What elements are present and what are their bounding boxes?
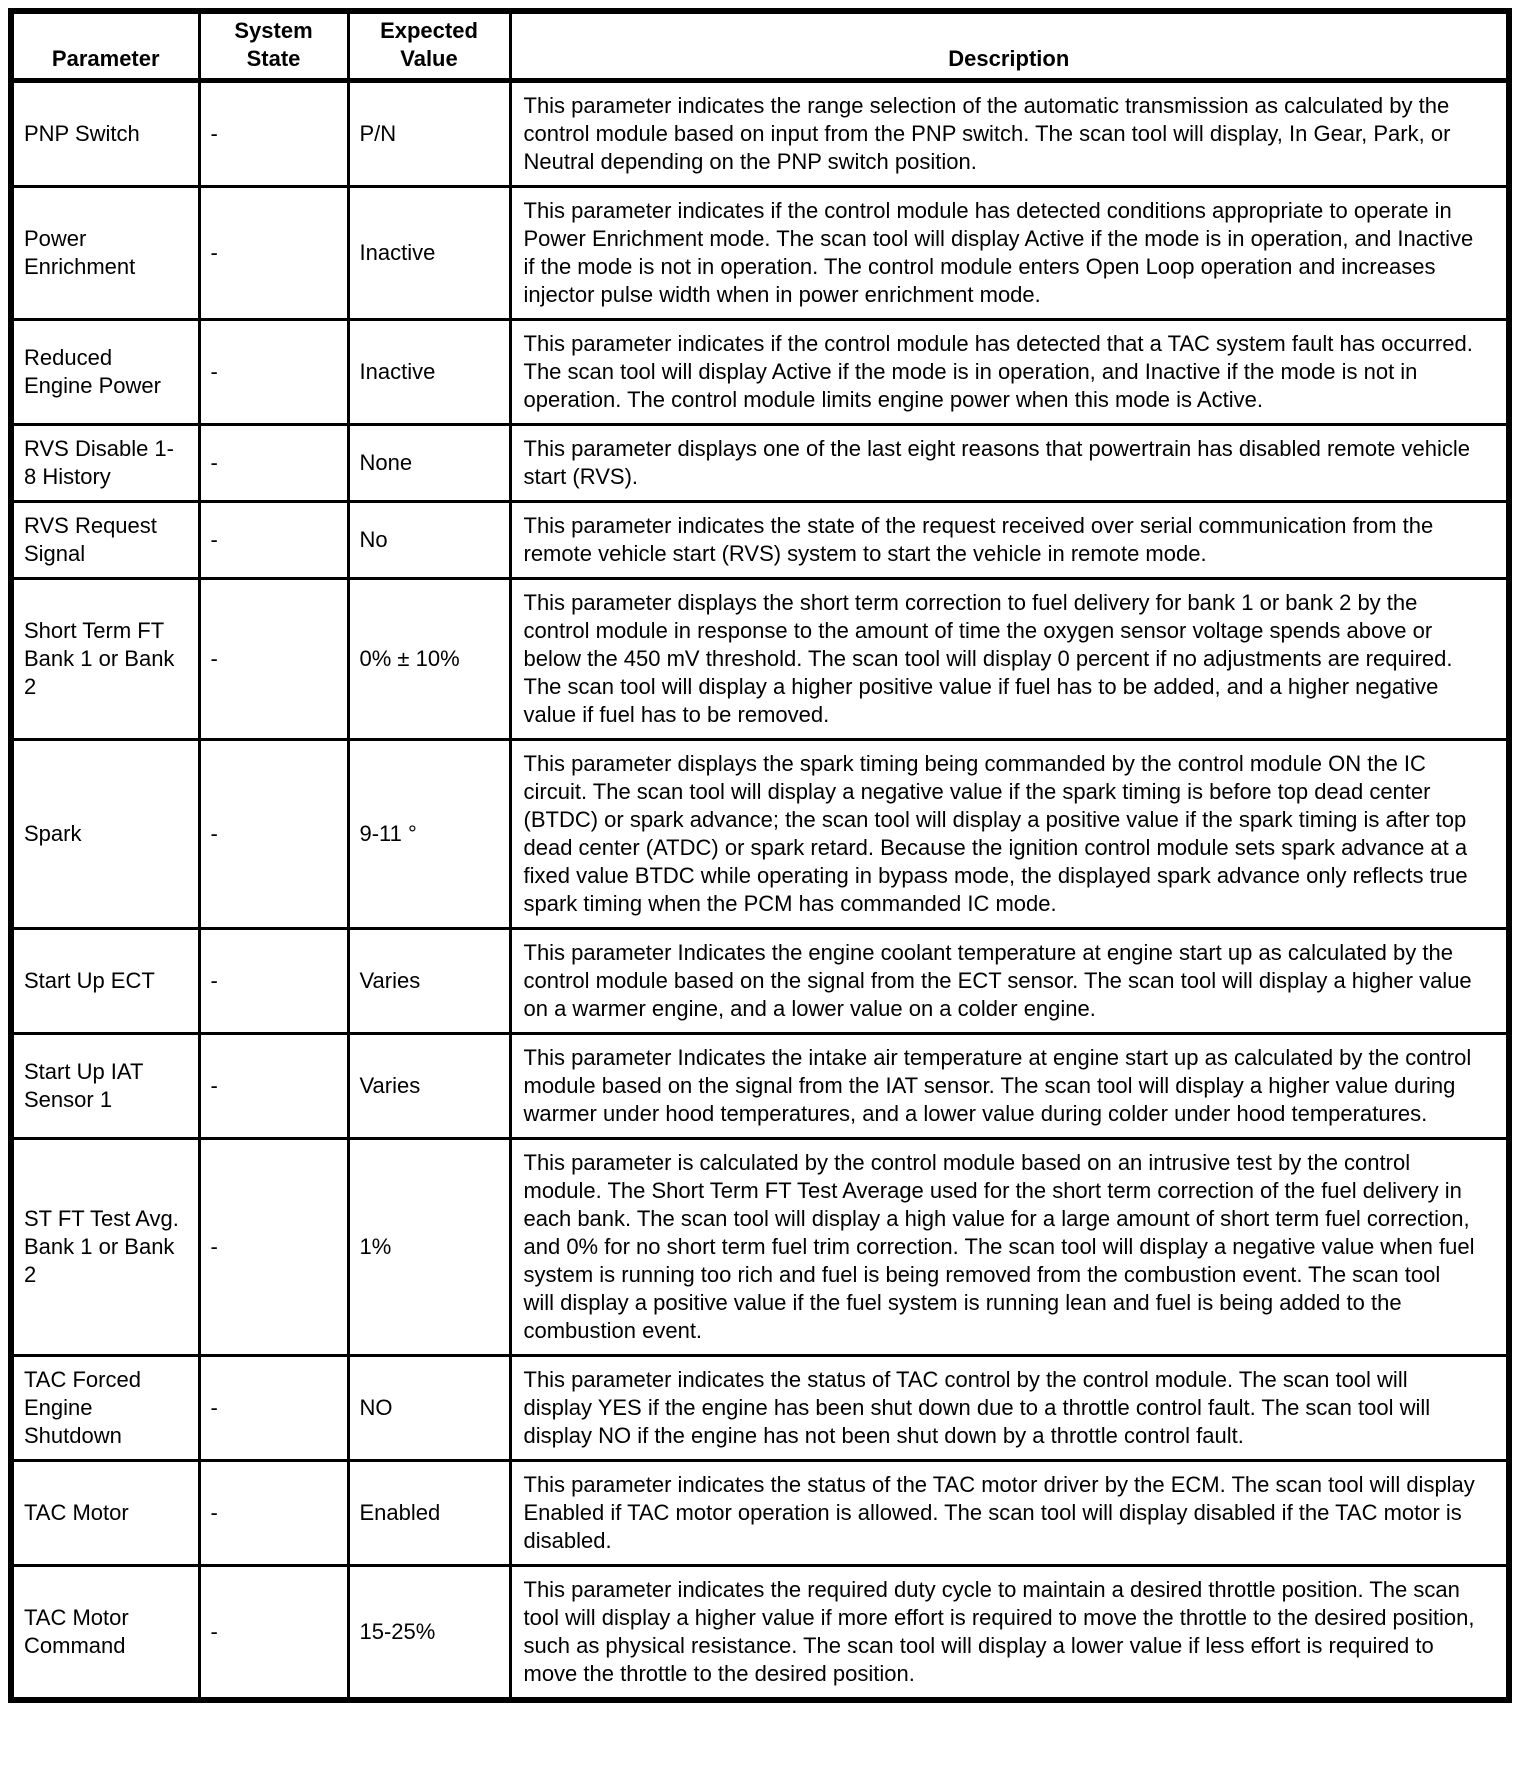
table-row <box>11 187 1509 320</box>
cell-parameter: Reduced Engine Power <box>11 320 199 425</box>
cell-expected_value: 1% <box>348 1139 510 1356</box>
cell-expected_value: 9-11 ° <box>348 740 510 929</box>
cell-parameter: TAC Motor Command <box>11 1566 199 1701</box>
cell-expected_value: P/N <box>348 81 510 187</box>
cell-parameter: Start Up IAT Sensor 1 <box>11 1034 199 1139</box>
table-row <box>11 740 1509 929</box>
cell-parameter: PNP Switch <box>11 81 199 187</box>
cell-expected_value: 0% ± 10% <box>348 579 510 740</box>
cell-description: This parameter indicates the status of TAC control by the control module. The scan tool will display YES if the engine has been shut down due to a throttle control fault. The scan tool will display NO if the engine has not been shut down by a throttle control fault. <box>510 1356 1509 1461</box>
cell-description: This parameter indicates the state of the request received over serial communication from the remote vehicle start (RVS) system to start the vehicle in remote mode. <box>510 502 1509 579</box>
cell-system_state: - <box>199 1034 348 1139</box>
table-row <box>11 1356 1509 1461</box>
cell-parameter: Start Up ECT <box>11 929 199 1034</box>
cell-system_state: - <box>199 1461 348 1566</box>
cell-parameter: RVS Disable 1-8 History <box>11 425 199 502</box>
table-row <box>11 81 1509 187</box>
cell-parameter: Short Term FT Bank 1 or Bank 2 <box>11 579 199 740</box>
cell-system_state: - <box>199 81 348 187</box>
cell-system_state: - <box>199 740 348 929</box>
table-row <box>11 929 1509 1034</box>
cell-system_state: - <box>199 187 348 320</box>
cell-system_state: - <box>199 1356 348 1461</box>
header-row <box>11 11 1509 81</box>
cell-description: This parameter displays the short term correction to fuel delivery for bank 1 or bank 2 by the control module in response to the amount of time the oxygen sensor voltage spends above or below the 450 mV threshold. The scan tool will display 0 percent if no adjustments are required. The scan tool will display a higher positive value if fuel has to be added, and a higher negative value if fuel has to be removed. <box>510 579 1509 740</box>
cell-parameter: ST FT Test Avg. Bank 1 or Bank 2 <box>11 1139 199 1356</box>
cell-description: This parameter displays the spark timing being commanded by the control module ON the IC circuit. The scan tool will display a negative value if the spark timing is before top dead center (BTDC) or spark advance; the scan tool will display a positive value if the spark timing is after top dead center (ATDC) or spark retard. Because the ignition control module sets spark advance at a fixed value BTDC while operating in bypass mode, the displayed spark advance only reflects true spark timing when the PCM has commanded IC mode. <box>510 740 1509 929</box>
cell-expected_value: Varies <box>348 929 510 1034</box>
cell-expected_value: NO <box>348 1356 510 1461</box>
table-row <box>11 502 1509 579</box>
cell-expected_value: 15-25% <box>348 1566 510 1701</box>
cell-description: This parameter indicates if the control module has detected that a TAC system fault has occurred. The scan tool will display Active if the mode is in operation, and Inactive if the mode is not in operation. The control module limits engine power when this mode is Active. <box>510 320 1509 425</box>
cell-description: This parameter Indicates the engine coolant temperature at engine start up as calculated by the control module based on the signal from the ECT sensor. The scan tool will display a higher value on a warmer engine, and a lower value on a colder engine. <box>510 929 1509 1034</box>
cell-expected_value: Enabled <box>348 1461 510 1566</box>
table-body <box>11 81 1509 1701</box>
cell-description: This parameter displays one of the last eight reasons that powertrain has disabled remote vehicle start (RVS). <box>510 425 1509 502</box>
table-row <box>11 425 1509 502</box>
column-header-system-state: System State <box>199 11 348 81</box>
cell-system_state: - <box>199 1139 348 1356</box>
table-row <box>11 579 1509 740</box>
table-header <box>11 11 1509 81</box>
cell-system_state: - <box>199 320 348 425</box>
column-header-expected-value: Expected Value <box>348 11 510 81</box>
cell-system_state: - <box>199 929 348 1034</box>
table-row <box>11 1139 1509 1356</box>
cell-parameter: Spark <box>11 740 199 929</box>
cell-parameter: Power Enrichment <box>11 187 199 320</box>
cell-description: This parameter indicates the status of the TAC motor driver by the ECM. The scan tool will display Enabled if TAC motor operation is allowed. The scan tool will display disabled if the TAC motor is disabled. <box>510 1461 1509 1566</box>
table-row <box>11 320 1509 425</box>
cell-description: This parameter indicates if the control module has detected conditions appropriate to operate in Power Enrichment mode. The scan tool will display Active if the mode is in operation, and Inactive if the mode is not in operation. The control module enters Open Loop operation and increases injector pulse width when in power enrichment mode. <box>510 187 1509 320</box>
cell-description: This parameter indicates the required duty cycle to maintain a desired throttle position. The scan tool will display a higher value if more effort is required to move the throttle to the desired position, such as physical resistance. The scan tool will display a lower value if less effort is required to move the throttle to the desired position. <box>510 1566 1509 1701</box>
table-row <box>11 1566 1509 1701</box>
cell-parameter: TAC Forced Engine Shutdown <box>11 1356 199 1461</box>
cell-description: This parameter indicates the range selection of the automatic transmission as calculated by the control module based on input from the PNP switch. The scan tool will display, In Gear, Park, or Neutral depending on the PNP switch position. <box>510 81 1509 187</box>
diagnostic-parameter-table <box>8 8 1512 1703</box>
cell-expected_value: Inactive <box>348 320 510 425</box>
cell-system_state: - <box>199 425 348 502</box>
cell-description: This parameter Indicates the intake air temperature at engine start up as calculated by the control module based on the signal from the IAT sensor. The scan tool will display a higher value during warmer under hood temperatures, and a lower value during colder under hood temperatures. <box>510 1034 1509 1139</box>
column-header-parameter: Parameter <box>11 11 199 81</box>
cell-parameter: TAC Motor <box>11 1461 199 1566</box>
cell-system_state: - <box>199 502 348 579</box>
cell-description: This parameter is calculated by the control module based on an intrusive test by the control module. The Short Term FT Test Average used for the short term correction of the fuel delivery in each bank. The scan tool will display a high value for a large amount of short term fuel correction, and 0% for no short term fuel trim correction. The scan tool will display a negative value when fuel system is running too rich and fuel is being removed from the combustion event. The scan tool will display a positive value if the fuel system is running lean and fuel is being added to the combustion event. <box>510 1139 1509 1356</box>
cell-system_state: - <box>199 579 348 740</box>
cell-expected_value: Varies <box>348 1034 510 1139</box>
cell-parameter: RVS Request Signal <box>11 502 199 579</box>
column-header-description: Description <box>510 11 1509 81</box>
cell-expected_value: No <box>348 502 510 579</box>
cell-system_state: - <box>199 1566 348 1701</box>
cell-expected_value: Inactive <box>348 187 510 320</box>
cell-expected_value: None <box>348 425 510 502</box>
table-row <box>11 1461 1509 1566</box>
table-row <box>11 1034 1509 1139</box>
